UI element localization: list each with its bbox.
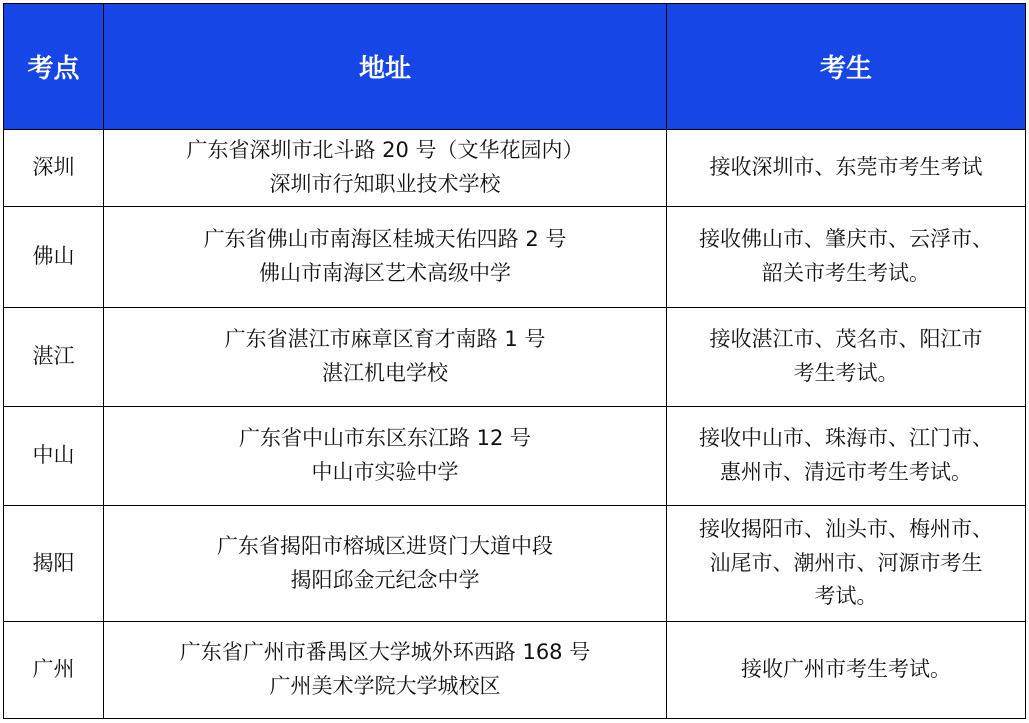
candidates-line: 汕尾市、潮州市、河源市考生 — [709, 550, 983, 575]
table-row — [4, 407, 1026, 506]
address-line: 广州美术学院大学城校区 — [269, 674, 501, 698]
site-cell: 湛江 — [4, 308, 104, 407]
address-cell — [104, 207, 667, 308]
address-cell — [104, 506, 667, 622]
candidates-cell — [667, 207, 1026, 308]
table-row — [4, 308, 1026, 407]
address-line: 广东省佛山市南海区桂城天佑四路 2 号 — [203, 227, 567, 252]
candidates-line: 韶关市考生考试。 — [762, 261, 930, 285]
address-line: 广东省中山市东区东江路 12 号 — [238, 426, 532, 451]
candidates-line: 考试。 — [814, 584, 878, 609]
address-line: 中山市实验中学 — [311, 460, 459, 484]
site-cell: 广州 — [4, 622, 104, 719]
address-line: 广东省深圳市北斗路 20 号（文华花园内） — [186, 138, 584, 163]
header-candidates: 考生 — [667, 4, 1026, 130]
candidates-line: 考生考试。 — [793, 361, 899, 385]
address-cell — [104, 130, 667, 207]
candidates-cell — [667, 622, 1026, 719]
table-row — [4, 506, 1026, 622]
address-line: 揭阳邱金元纪念中学 — [290, 567, 480, 592]
table-row — [4, 130, 1026, 207]
candidates-line: 接收湛江市、茂名市、阳江市 — [709, 327, 983, 352]
candidates-line: 接收广州市考生考试。 — [741, 657, 951, 682]
address-cell — [104, 308, 667, 407]
candidates-cell — [667, 308, 1026, 407]
header-row — [4, 4, 1026, 130]
exam-sites-table — [3, 3, 1026, 719]
address-cell — [104, 407, 667, 506]
table-row — [4, 622, 1026, 719]
table-row — [4, 207, 1026, 308]
candidates-line: 接收深圳市、东莞市考生考试 — [709, 155, 983, 180]
header-site: 考点 — [4, 4, 104, 130]
site-cell: 佛山 — [4, 207, 104, 308]
site-cell: 中山 — [4, 407, 104, 506]
address-line: 广东省广州市番禺区大学城外环西路 168 号 — [179, 640, 591, 665]
address-cell — [104, 622, 667, 719]
candidates-line: 惠州市、清远市考生考试。 — [720, 460, 972, 484]
site-cell: 深圳 — [4, 130, 104, 207]
address-line: 深圳市行知职业技术学校 — [269, 172, 501, 196]
address-line: 佛山市南海区艺术高级中学 — [259, 261, 511, 285]
address-line: 广东省揭阳市榕城区进贤门大道中段 — [217, 533, 553, 558]
candidates-line: 接收中山市、珠海市、江门市、 — [699, 426, 993, 451]
candidates-cell — [667, 130, 1026, 207]
header-address: 地址 — [104, 4, 667, 130]
candidates-cell — [667, 506, 1026, 622]
candidates-line: 接收佛山市、肇庆市、云浮市、 — [699, 227, 993, 252]
candidates-cell — [667, 407, 1026, 506]
address-line: 湛江机电学校 — [322, 361, 448, 385]
address-line: 广东省湛江市麻章区育才南路 1 号 — [224, 327, 546, 352]
candidates-line: 接收揭阳市、汕头市、梅州市、 — [699, 517, 993, 542]
site-cell: 揭阳 — [4, 506, 104, 622]
